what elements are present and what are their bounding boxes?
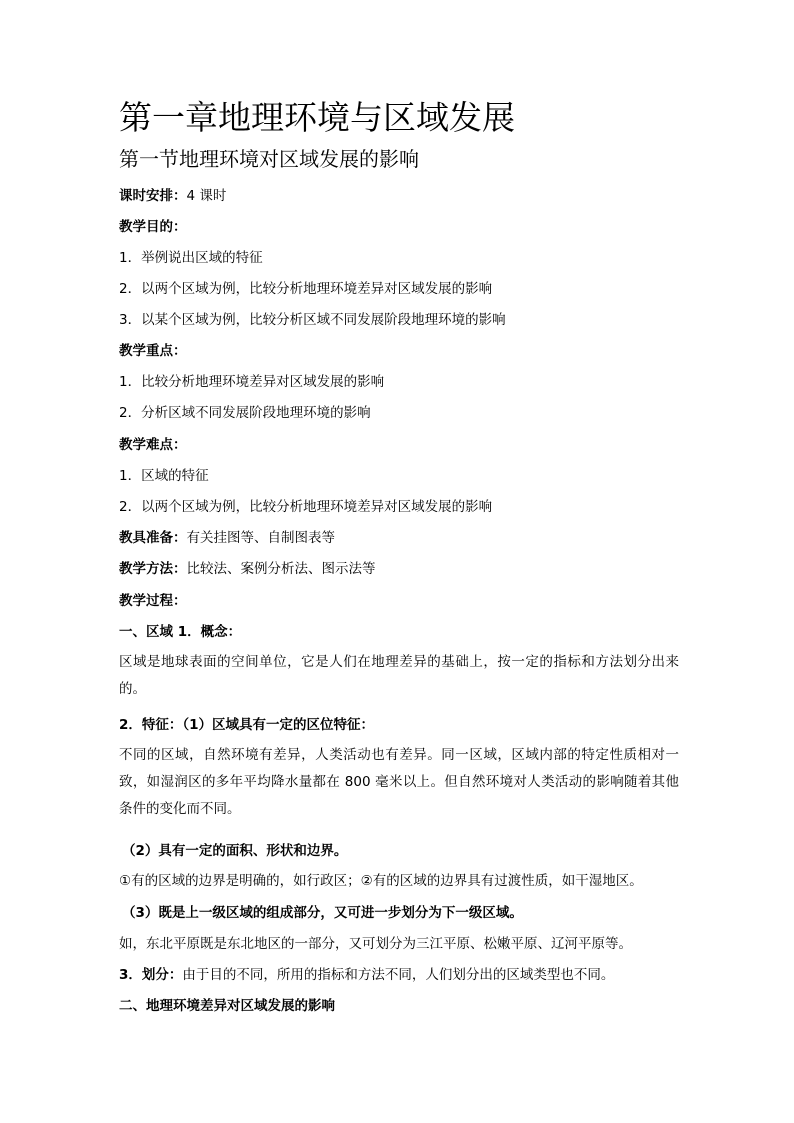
section1-heading: 一、区域 1．概念： xyxy=(119,624,242,640)
tools-line xyxy=(119,528,335,548)
tools-label: 教具准备： xyxy=(119,530,187,546)
schedule-label: 课时安排： xyxy=(119,188,187,204)
division-line xyxy=(119,965,614,985)
objective-item: 2．以两个区域为例，比较分析地理环境差异对区域发展的影响 xyxy=(119,281,493,297)
feature2-text: ①有的区域的边界是明确的，如行政区；②有的区域的边界具有过渡性质，如干湿地区。 xyxy=(119,873,643,889)
features-paragraph: 不同的区域，自然环境有差异，人类活动也有差异。同一区域，区域内部的特定性质相对一致，如湿润区的多年平均降水量都在 800 毫米以上。但自然环境对人类活动的影响随着其他条件的变化而不同。 xyxy=(119,747,679,817)
division-label: 3．划分： xyxy=(119,967,183,983)
key-point-item: 2．分析区域不同发展阶段地理环境的影响 xyxy=(119,405,371,421)
objective-item: 3．以某个区域为例，比较分析区域不同发展阶段地理环境的影响 xyxy=(119,312,506,328)
section-title: 第一节地理环境对区域发展的影响 xyxy=(119,147,419,171)
objective-item: 1．举例说出区域的特征 xyxy=(119,250,263,266)
difficulty-item: 2．以两个区域为例，比较分析地理环境差异对区域发展的影响 xyxy=(119,499,493,515)
division-text: 由于目的不同，所用的指标和方法不同，人们划分出的区域类型也不同。 xyxy=(182,967,615,983)
difficulty-item: 1．区域的特征 xyxy=(119,468,209,484)
schedule-line xyxy=(119,186,226,206)
feature3-heading: （3）既是上一级区域的组成部分，又可进一步划分为下一级区域。 xyxy=(122,905,523,921)
tools-value: 有关挂图等、自制图表等 xyxy=(186,530,335,546)
difficulties-heading: 教学难点： xyxy=(119,437,187,453)
key-point-item: 1．比较分析地理环境差异对区域发展的影响 xyxy=(119,374,385,390)
methods-label: 教学方法： xyxy=(119,561,187,577)
section2-heading: 二、地理环境差异对区域发展的影响 xyxy=(119,998,335,1014)
methods-line xyxy=(119,559,376,579)
methods-value: 比较法、案例分析法、图示法等 xyxy=(186,561,376,577)
objectives-heading: 教学目的： xyxy=(119,219,187,235)
schedule-value: 4 课时 xyxy=(186,188,227,204)
feature3-text: 如，东北平原既是东北地区的一部分，又可划分为三江平原、松嫩平原、辽河平原等。 xyxy=(119,936,632,952)
chapter-title: 第一章地理环境与区域发展 xyxy=(119,98,515,137)
key-points-heading: 教学重点： xyxy=(119,343,187,359)
concept-paragraph: 区域是地球表面的空间单位，它是人们在地理差异的基础上，按一定的指标和方法划分出来的。 xyxy=(119,654,679,697)
process-heading: 教学过程： xyxy=(119,593,187,609)
feature2-heading: （2）具有一定的面积、形状和边界。 xyxy=(122,843,348,859)
features-heading: 2．特征：（1）区域具有一定的区位特征： xyxy=(119,717,375,733)
